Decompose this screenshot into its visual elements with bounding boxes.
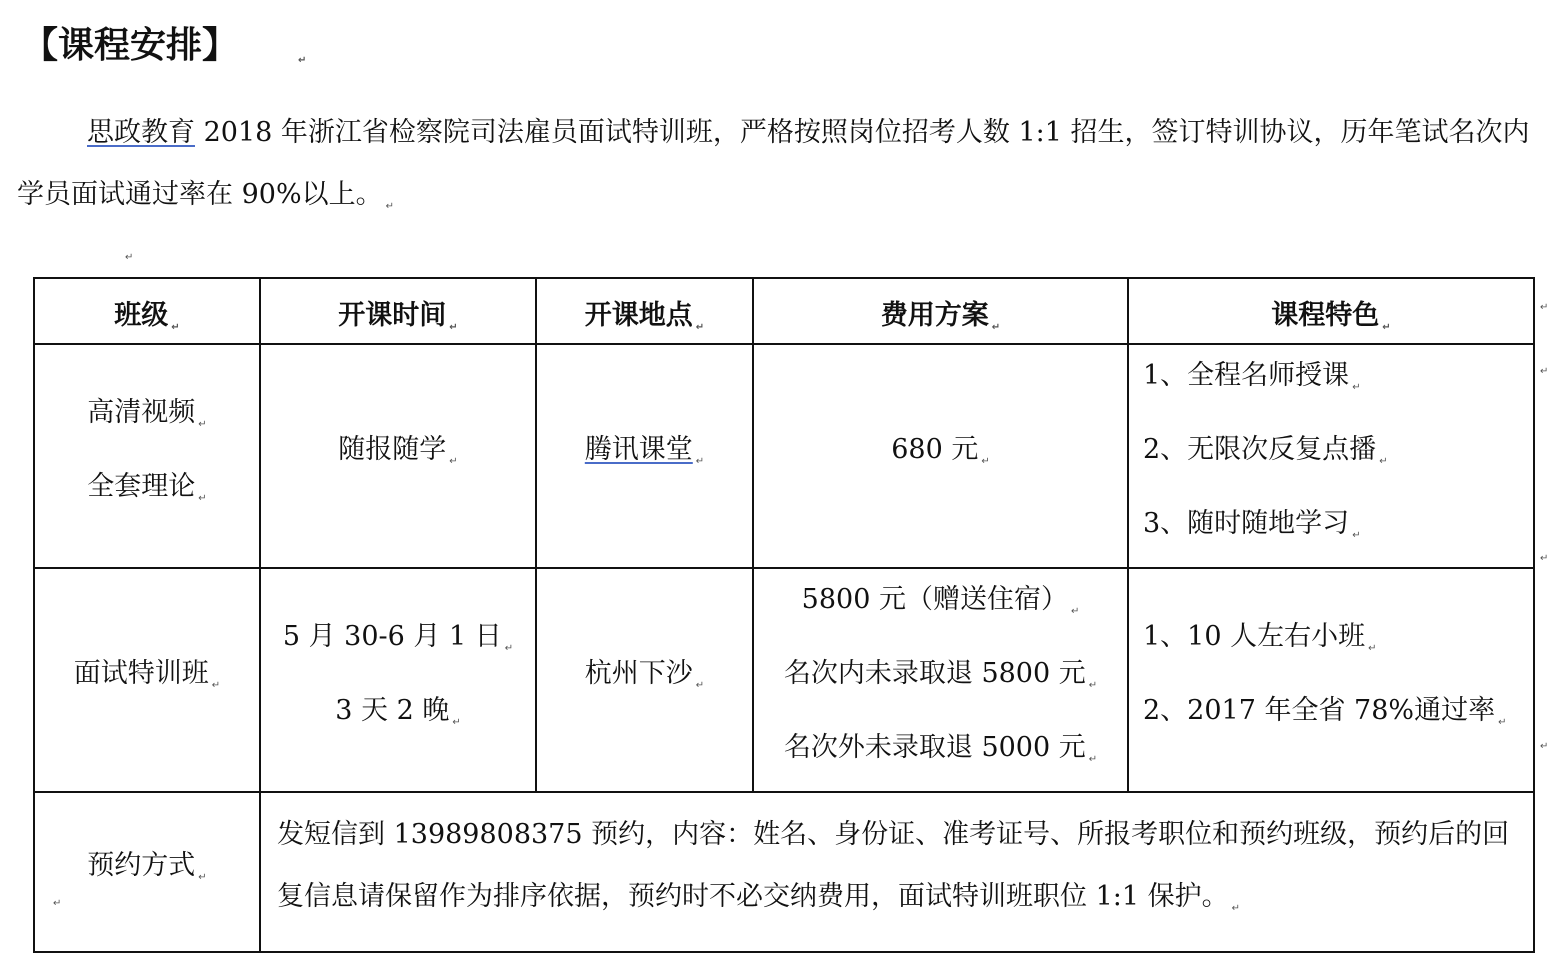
class-cell: 高清视频 $_↵$ 全套理论 $_↵$ xyxy=(34,344,260,568)
header-class: 班级 $_↵$ xyxy=(34,278,260,344)
class-cell: 面试特训班 $_↵$ xyxy=(34,568,260,792)
fee-cell: 680 元 $_↵$ xyxy=(753,344,1128,568)
header-location: 开课地点 $_↵$ xyxy=(536,278,753,344)
course-schedule-table xyxy=(33,277,1535,953)
paragraph-mark-icon: ↵ xyxy=(385,201,394,212)
row-end-mark-icon: ↵ xyxy=(1540,741,1549,752)
section-heading-text: 【课程安排】 xyxy=(22,25,239,66)
table-row xyxy=(34,568,1534,792)
location-cell: 腾讯课堂 $_↵$ xyxy=(536,344,753,568)
header-fee-plan: 费用方案 $_↵$ xyxy=(753,278,1128,344)
row-end-mark-icon: ↵ xyxy=(1540,302,1549,313)
features-cell: 1、10 人左右小班 $_↵$ 2、2017 年全省 78%通过率 $_↵$ xyxy=(1128,568,1534,792)
cell-mark-icon: ↵ xyxy=(449,322,458,333)
cell-mark-icon: ↵ xyxy=(171,322,180,333)
intro-text: 2018 年浙江省检察院司法雇员面试特训班，严格按照岗位招考人数 1:1 招生，签订特训协议，历年笔试名次内学员面试通过率在 90%以上。 xyxy=(17,117,1530,210)
location-link[interactable]: 腾讯课堂 xyxy=(584,434,693,465)
paragraph-mark-icon: ↵ xyxy=(298,55,307,66)
intro-paragraph xyxy=(17,102,1553,238)
section-heading xyxy=(22,20,306,72)
booking-text-cell: 发短信到 13989808375 预约，内容：姓名、身份证、准考证号、所报考职位和预约班级，预约后的回复信息请保留作为排序依据，预约时不必交纳费用，面试特训班职位 1:1 保护。 $_↵$ xyxy=(260,792,1534,952)
paragraph-mark-icon: ↵ xyxy=(125,252,134,263)
paragraph-mark-icon: ↵ xyxy=(53,898,62,909)
brand-link[interactable]: 思政教育 xyxy=(87,117,195,148)
fee-cell: 5800 元（赠送住宿） $_↵$ 名次内未录取退 5800 元 $_↵$ 名次外未录取退 5000 元 $_↵$ xyxy=(753,568,1128,792)
booking-label-cell: 预约方式 $_↵$ xyxy=(34,792,260,952)
table-row xyxy=(34,792,1534,952)
header-features: 课程特色 $_↵$ xyxy=(1128,278,1534,344)
cell-mark-icon: ↵ xyxy=(695,322,705,333)
table-row xyxy=(34,344,1534,568)
location-cell: 杭州下沙 $_↵$ xyxy=(536,568,753,792)
features-cell: 1、全程名师授课 $_↵$ 2、无限次反复点播 $_↵$ 3、随时随地学习 $_↵$ xyxy=(1128,344,1534,568)
header-start-time: 开课时间 $_↵$ xyxy=(260,278,536,344)
table-header-row xyxy=(34,278,1534,344)
cell-mark-icon: ↵ xyxy=(991,322,1001,333)
row-end-mark-icon: ↵ xyxy=(1540,366,1549,377)
start-time-cell: 5 月 30-6 月 1 日 $_↵$ 3 天 2 晚 $_↵$ xyxy=(260,568,536,792)
cell-mark-icon: ↵ xyxy=(1382,322,1391,333)
start-time-cell: 随报随学 $_↵$ xyxy=(260,344,536,568)
row-end-mark-icon: ↵ xyxy=(1540,553,1549,564)
